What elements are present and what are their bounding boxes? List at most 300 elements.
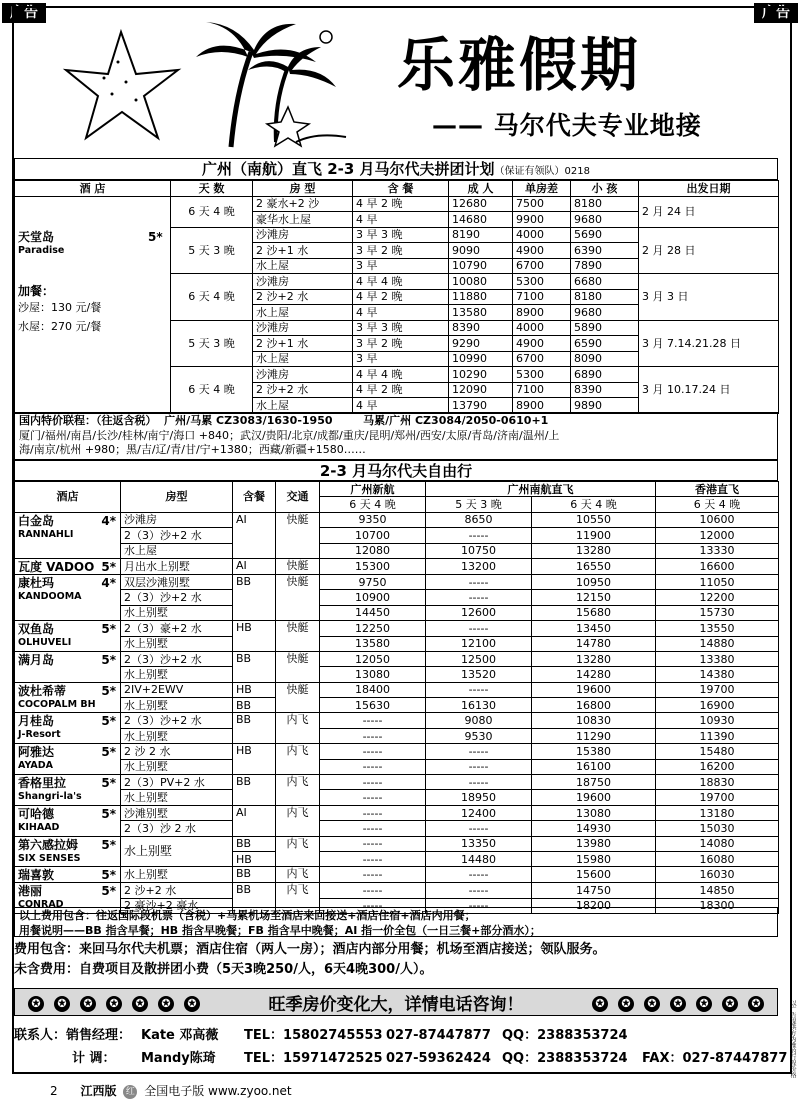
free-row xyxy=(15,682,779,697)
free-price-cell: 14850 xyxy=(656,883,779,898)
free-hotel-cell xyxy=(15,621,121,652)
free-room-cell: 2 豪沙+2 豪水 xyxy=(121,898,233,913)
free-price-cell: 10950 xyxy=(532,574,656,589)
group-cell: 8190 xyxy=(449,227,513,243)
free-price-cell: 13350 xyxy=(426,836,532,851)
free-price-cell: 18200 xyxy=(532,898,656,913)
free-hotel-name: 瓦度 VADOO 5* xyxy=(18,559,116,574)
star-row-left: ✪ ✪ ✪ ✪ ✪ ✪ ✪ xyxy=(23,992,205,1012)
free-header-hk: 香港直飞 xyxy=(656,482,779,497)
free-price-cell: 19600 xyxy=(532,790,656,805)
free-hotel-cell xyxy=(15,744,121,775)
free-hotel-cell xyxy=(15,775,121,806)
free-price-cell: 16600 xyxy=(656,558,779,574)
free-meal-cell: AI xyxy=(233,805,276,836)
group-cell: 4000 xyxy=(513,320,571,336)
group-cell: 7100 xyxy=(513,382,571,398)
inquiry-banner xyxy=(14,988,778,1016)
free-hotel-name: 第六感拉姆 5* xyxy=(18,837,116,852)
free-price-cell: ----- xyxy=(320,775,426,790)
free-price-cell: 12400 xyxy=(426,805,532,820)
contact-row-2: 计 调： Mandy陈琦 TEL：15971472525 027-59362424 QQ：2388353724 FAX：027-87447877 xyxy=(72,1051,788,1066)
free-price-cell: 16200 xyxy=(656,759,779,774)
group-cell: 9890 xyxy=(571,398,639,414)
free-meal-cell: HB xyxy=(233,682,276,697)
free-meal-cell: AI xyxy=(233,512,276,558)
free-price-cell: 16030 xyxy=(656,867,779,883)
free-price-cell: 11390 xyxy=(656,728,779,743)
free-price-cell: ----- xyxy=(426,775,532,790)
free-price-cell: 18750 xyxy=(532,775,656,790)
free-subheader-cell: 5 天 3 晚 xyxy=(426,497,532,512)
group-cell: 7100 xyxy=(513,289,571,305)
hotel-en: Paradise xyxy=(18,244,65,256)
group-header-cell: 天 数 xyxy=(171,181,253,197)
group-header-cell: 成 人 xyxy=(449,181,513,197)
free-transfer-cell: 快艇 xyxy=(276,558,320,574)
free-price-cell: 11900 xyxy=(532,528,656,543)
free-room-cell: 沙滩房 xyxy=(121,512,233,527)
group-cell: 3 早 2 晚 xyxy=(353,243,449,259)
free-hotel-cell xyxy=(15,574,121,620)
free-price-cell: 16900 xyxy=(656,698,779,713)
free-meal-cell: HB xyxy=(233,744,276,775)
free-room-cell: 水上别墅 xyxy=(121,667,233,682)
free-price-cell: ----- xyxy=(426,682,532,697)
free-meal-cell: BB xyxy=(233,775,276,806)
free-hotel-name: 可哈德 5* xyxy=(18,806,116,821)
group-header-cell: 酒 店 xyxy=(15,181,171,197)
free-price-cell: 13580 xyxy=(320,636,426,651)
group-cell: 10990 xyxy=(449,351,513,367)
free-transfer-cell: 快艇 xyxy=(276,651,320,682)
free-price-cell: 12500 xyxy=(426,651,532,666)
free-price-cell: 16130 xyxy=(426,698,532,713)
free-price-cell: 11290 xyxy=(532,728,656,743)
group-days-cell: 6 天 4 晚 xyxy=(171,196,253,227)
free-transfer-cell: 快艇 xyxy=(276,682,320,713)
free-price-cell: ----- xyxy=(426,590,532,605)
free-price-cell: 15730 xyxy=(656,605,779,620)
group-cell: 9900 xyxy=(513,212,571,228)
free-header-gz-cz: 广州南航直飞 xyxy=(426,482,656,497)
group-cell: 2 沙+2 水 xyxy=(253,382,353,398)
free-transfer-cell: 内飞 xyxy=(276,883,320,914)
group-cell: 3 早 2 晚 xyxy=(353,336,449,352)
group-cell: 2 沙+1 水 xyxy=(253,243,353,259)
group-cell: 2 沙+1 水 xyxy=(253,336,353,352)
group-cell: 6890 xyxy=(571,367,639,383)
free-room-cell: 2（3）沙+2 水 xyxy=(121,651,233,666)
free-price-cell: 13080 xyxy=(320,667,426,682)
free-meal-cell: BB xyxy=(233,698,276,713)
ad-tag-right: 广告 xyxy=(754,3,798,23)
group-header-cell: 小 孩 xyxy=(571,181,639,197)
free-row xyxy=(15,744,779,759)
free-price-cell: 14280 xyxy=(532,667,656,682)
group-cell: 7500 xyxy=(513,196,571,212)
free-price-cell: 10930 xyxy=(656,713,779,728)
free-row xyxy=(15,605,779,620)
free-row xyxy=(15,651,779,666)
free-room-cell: 2IV+2EWV xyxy=(121,682,233,697)
free-price-cell: ----- xyxy=(426,867,532,883)
group-cell: 4 早 4 晚 xyxy=(353,367,449,383)
free-price-cell: 16550 xyxy=(532,558,656,574)
free-price-cell: 14080 xyxy=(656,836,779,851)
free-row xyxy=(15,543,779,558)
group-cell: 6590 xyxy=(571,336,639,352)
free-price-cell: 19700 xyxy=(656,682,779,697)
group-cell: 4 早 xyxy=(353,212,449,228)
group-cell: 9090 xyxy=(449,243,513,259)
free-price-cell: 9080 xyxy=(426,713,532,728)
group-cell: 水上屋 xyxy=(253,398,353,414)
free-transfer-cell: 快艇 xyxy=(276,512,320,558)
brand-title: 乐雅假期 xyxy=(397,31,642,99)
free-row xyxy=(15,836,779,851)
free-meal-cell: AI xyxy=(233,558,276,574)
free-room-cell: 水上别墅 xyxy=(121,636,233,651)
banner-text: 旺季房价变化大，详情电话咨询！ xyxy=(268,994,524,1015)
free-price-cell: ----- xyxy=(320,790,426,805)
free-hotel-name: 瑞喜敦 5* xyxy=(18,868,116,883)
free-hotel-cell xyxy=(15,836,121,867)
group-cell: 9680 xyxy=(571,305,639,321)
free-price-cell: 11050 xyxy=(656,574,779,589)
free-row xyxy=(15,558,779,574)
group-cell: 13790 xyxy=(449,398,513,414)
group-cell: 10790 xyxy=(449,258,513,274)
free-price-cell: 13980 xyxy=(532,836,656,851)
free-price-cell: 13180 xyxy=(656,805,779,820)
free-hotel-name: 满月岛 5* xyxy=(18,652,116,667)
free-price-cell: 16100 xyxy=(532,759,656,774)
free-room-cell: 水上屋 xyxy=(121,543,233,558)
free-transfer-cell: 内飞 xyxy=(276,805,320,836)
free-subheader-cell: 6 天 4 晚 xyxy=(532,497,656,512)
free-row xyxy=(15,590,779,605)
group-cell: 9680 xyxy=(571,212,639,228)
free-subheader-cell: 6 天 4 晚 xyxy=(320,497,426,512)
side-note: 以广告提供方为准的行程价格 xyxy=(789,1000,796,1078)
free-row xyxy=(15,698,779,713)
free-hotel-name: 白金岛 4* xyxy=(18,513,116,528)
free-price-cell: 13550 xyxy=(656,621,779,636)
free-price-cell: 13380 xyxy=(656,651,779,666)
free-price-cell: ----- xyxy=(320,744,426,759)
free-price-cell: ----- xyxy=(320,821,426,836)
group-cell: 8180 xyxy=(571,289,639,305)
free-hotel-name: 阿雅达 5* xyxy=(18,745,116,760)
free-row xyxy=(15,621,779,636)
free-price-cell: 14780 xyxy=(532,636,656,651)
free-hotel-cell xyxy=(15,867,121,883)
group-cell: 10080 xyxy=(449,274,513,290)
addon-water: 水屋：270 元/餐 xyxy=(18,319,102,333)
free-price-cell: 12150 xyxy=(532,590,656,605)
free-header-meal: 含餐 xyxy=(233,482,276,513)
group-cell: 12680 xyxy=(449,196,513,212)
free-row xyxy=(15,867,779,883)
group-cell: 6700 xyxy=(513,351,571,367)
free-hotel-en: Shangri-la's xyxy=(18,791,82,803)
group-cell: 4900 xyxy=(513,243,571,259)
free-hotel-en: AYADA xyxy=(18,760,54,772)
free-meal-cell: HB xyxy=(233,621,276,652)
free-price-cell: 9750 xyxy=(320,574,426,589)
group-cell: 4000 xyxy=(513,227,571,243)
free-price-cell: 15300 xyxy=(320,558,426,574)
free-price-cell: 16080 xyxy=(656,851,779,866)
free-room-cell: 2 沙 2 水 xyxy=(121,744,233,759)
free-price-cell: 14480 xyxy=(426,851,532,866)
free-price-cell: ----- xyxy=(426,528,532,543)
free-hotel-cell xyxy=(15,512,121,558)
group-cell: 3 早 xyxy=(353,258,449,274)
free-price-cell: ----- xyxy=(320,836,426,851)
group-cell: 4 早 2 晚 xyxy=(353,289,449,305)
free-price-cell: ----- xyxy=(426,574,532,589)
free-transfer-cell: 快艇 xyxy=(276,574,320,620)
free-price-cell: 15480 xyxy=(656,744,779,759)
free-price-cell: 12250 xyxy=(320,621,426,636)
addon-sand: 沙屋：130 元/餐 xyxy=(18,300,102,314)
group-cell: 8390 xyxy=(571,382,639,398)
fee-include: 费用包含：来回马尔代夫机票；酒店住宿（两人一房）；酒店内部分用餐；机场至酒店接送；领队服务。 xyxy=(14,942,606,957)
group-cell: 3 早 3 晚 xyxy=(353,227,449,243)
free-price-cell: 15680 xyxy=(532,605,656,620)
group-days-cell: 6 天 4 晚 xyxy=(171,274,253,321)
group-date-cell: 3 月 3 日 xyxy=(639,274,779,321)
free-price-cell: 12080 xyxy=(320,543,426,558)
free-meal-cell: BB xyxy=(233,867,276,883)
free-hotel-cell xyxy=(15,651,121,682)
group-cell: 9290 xyxy=(449,336,513,352)
group-cell: 3 早 3 晚 xyxy=(353,320,449,336)
free-room-cell: 水上别墅 xyxy=(121,759,233,774)
free-hotel-name: 波杜希蒂 5* xyxy=(18,683,116,698)
free-hotel-en: COCOPALM BH xyxy=(18,698,96,710)
free-price-cell: 8650 xyxy=(426,512,532,527)
free-room-cell: 2（3）沙 2 水 xyxy=(121,821,233,836)
free-price-cell: 15380 xyxy=(532,744,656,759)
free-price-cell: 14750 xyxy=(532,883,656,898)
free-room-cell: 双层沙滩别墅 xyxy=(121,574,233,589)
free-price-cell: ----- xyxy=(320,898,426,913)
free-price-cell: 14930 xyxy=(532,821,656,836)
group-cell: 沙滩房 xyxy=(253,274,353,290)
free-hotel-en: KIHAAD xyxy=(18,821,60,833)
free-price-cell: ----- xyxy=(320,867,426,883)
group-hotel-cell xyxy=(15,196,171,413)
group-cell: 2 豪水+2 沙 xyxy=(253,196,353,212)
free-room-cell: 2（3）沙+2 水 xyxy=(121,528,233,543)
free-price-cell: 16800 xyxy=(532,698,656,713)
free-price-cell: 9350 xyxy=(320,512,426,527)
group-row xyxy=(15,196,779,212)
free-price-cell: 18950 xyxy=(426,790,532,805)
free-row xyxy=(15,728,779,743)
free-price-cell: ----- xyxy=(426,621,532,636)
free-hotel-cell xyxy=(15,682,121,713)
free-price-cell: 13520 xyxy=(426,667,532,682)
free-price-cell: ----- xyxy=(320,805,426,820)
free-subheader-cell: 6 天 4 晚 xyxy=(656,497,779,512)
free-price-cell: 15600 xyxy=(532,867,656,883)
free-row xyxy=(15,713,779,728)
free-price-cell: ----- xyxy=(320,759,426,774)
free-meal-cell: HB xyxy=(233,851,276,866)
free-price-cell: ----- xyxy=(320,851,426,866)
free-price-cell: 10600 xyxy=(656,512,779,527)
free-price-cell: 14380 xyxy=(656,667,779,682)
group-date-cell: 2 月 28 日 xyxy=(639,227,779,274)
starfish-palm-illustration xyxy=(26,12,356,152)
free-meal-cell: BB xyxy=(233,713,276,744)
zyoo-logo-icon: 红 xyxy=(123,1085,137,1099)
group-cell: 4 早 4 晚 xyxy=(353,274,449,290)
free-row xyxy=(15,821,779,836)
free-row xyxy=(15,512,779,527)
group-cell: 13580 xyxy=(449,305,513,321)
free-room-cell: 水上别墅 xyxy=(121,836,233,867)
group-days-cell: 6 天 4 晚 xyxy=(171,367,253,414)
group-cell: 12090 xyxy=(449,382,513,398)
free-row xyxy=(15,636,779,651)
free-transfer-cell: 内飞 xyxy=(276,713,320,744)
free-price-cell: 13450 xyxy=(532,621,656,636)
group-header-row xyxy=(15,181,779,197)
free-hotel-en: SIX SENSES xyxy=(18,852,81,864)
group-cell: 14680 xyxy=(449,212,513,228)
group-cell: 6390 xyxy=(571,243,639,259)
group-days-cell: 5 天 3 晚 xyxy=(171,320,253,367)
group-date-cell: 2 月 24 日 xyxy=(639,196,779,227)
free-transfer-cell: 内飞 xyxy=(276,775,320,806)
free-room-cell: 2（3）沙+2 水 xyxy=(121,590,233,605)
free-price-cell: 12200 xyxy=(656,590,779,605)
free-price-cell: 13330 xyxy=(656,543,779,558)
group-cell: 水上屋 xyxy=(253,305,353,321)
group-cell: 10290 xyxy=(449,367,513,383)
free-price-cell: 19700 xyxy=(656,790,779,805)
free-meal-cell: BB xyxy=(233,651,276,682)
free-price-cell: 13280 xyxy=(532,651,656,666)
free-header-hotel: 酒店 xyxy=(15,482,121,513)
free-price-cell: ----- xyxy=(426,883,532,898)
free-hotel-name: 康杜玛 4* xyxy=(18,575,116,590)
free-transfer-cell: 内飞 xyxy=(276,836,320,867)
free-room-cell: 月出水上别墅 xyxy=(121,558,233,574)
free-transfer-cell: 内飞 xyxy=(276,744,320,775)
group-cell: 6680 xyxy=(571,274,639,290)
free-row xyxy=(15,667,779,682)
free-row xyxy=(15,775,779,790)
group-cell: 3 早 xyxy=(353,351,449,367)
group-cell: 水上屋 xyxy=(253,258,353,274)
group-cell: 5690 xyxy=(571,227,639,243)
group-cell: 豪华水上屋 xyxy=(253,212,353,228)
free-price-cell: 10900 xyxy=(320,590,426,605)
header xyxy=(12,6,792,154)
free-hotel-cell xyxy=(15,558,121,574)
fee-exclude: 未含费用：自费项目及散拼团小费（5天3晚250/人，6天4晚300/人）。 xyxy=(14,962,433,977)
free-travel-title: 2-3 月马尔代夫自由行 xyxy=(14,460,778,481)
group-cell: 5890 xyxy=(571,320,639,336)
free-transfer-cell: 快艇 xyxy=(276,621,320,652)
group-date-cell: 3 月 10.17.24 日 xyxy=(639,367,779,414)
free-room-cell: 沙滩别墅 xyxy=(121,805,233,820)
free-meal-cell: BB xyxy=(233,836,276,851)
group-cell: 水上屋 xyxy=(253,351,353,367)
free-price-cell: 15630 xyxy=(320,698,426,713)
free-row xyxy=(15,883,779,898)
group-cell: 4 早 xyxy=(353,398,449,414)
group-header-cell: 含 餐 xyxy=(353,181,449,197)
free-room-cell: 水上别墅 xyxy=(121,790,233,805)
free-price-cell: 9530 xyxy=(426,728,532,743)
free-price-cell: 15030 xyxy=(656,821,779,836)
group-cell: 11880 xyxy=(449,289,513,305)
group-cell: 沙滩房 xyxy=(253,227,353,243)
star-row-right: ✪ ✪ ✪ ✪ ✪ ✪ ✪ xyxy=(587,992,769,1012)
group-cell: 2 沙+2 水 xyxy=(253,289,353,305)
hotel-name: 天堂岛 5* xyxy=(18,229,163,244)
free-row xyxy=(15,805,779,820)
group-header-cell: 房 型 xyxy=(253,181,353,197)
free-price-cell: ----- xyxy=(426,821,532,836)
free-meal-cell: BB xyxy=(233,883,276,914)
free-price-cell: ----- xyxy=(320,728,426,743)
free-price-cell: 12050 xyxy=(320,651,426,666)
free-hotel-en: CONRAD xyxy=(18,899,64,911)
free-hotel-en: OLHUVELI xyxy=(18,637,72,649)
free-row xyxy=(15,759,779,774)
free-header-row xyxy=(15,482,779,497)
free-room-cell: 水上别墅 xyxy=(121,605,233,620)
group-cell: 8390 xyxy=(449,320,513,336)
free-price-cell: ----- xyxy=(320,883,426,898)
group-cell: 4 早 2 晚 xyxy=(353,196,449,212)
free-room-cell: 水上别墅 xyxy=(121,698,233,713)
group-cell: 4900 xyxy=(513,336,571,352)
group-cell: 4 早 xyxy=(353,305,449,321)
free-price-cell: 14450 xyxy=(320,605,426,620)
group-cell: 4 早 2 晚 xyxy=(353,382,449,398)
free-price-cell: 10750 xyxy=(426,543,532,558)
free-hotel-name: 港丽 5* xyxy=(18,884,116,899)
domestic-connection-box: 国内特价联程：（往返含税） 广州/马累 CZ3083/1630-1950 马累/广州 CZ3084/2050-0610+1 厦门/福州/南昌/长沙/桂林/南宁/海口 +840；武汉/贵阳/北京/成都/重庆/昆明/郑州/西安/太原/青岛/济南/温州/上 海/南京/杭州 +980；黑/吉/辽/青/甘/宁+1380；西藏/新疆+1580…… xyxy=(14,412,778,460)
free-price-cell: 13280 xyxy=(532,543,656,558)
group-header-cell: 单房差 xyxy=(513,181,571,197)
free-hotel-en: J-Resort xyxy=(18,729,61,741)
free-price-cell: 19600 xyxy=(532,682,656,697)
group-cell: 7890 xyxy=(571,258,639,274)
free-hotel-name: 双鱼岛 5* xyxy=(18,622,116,637)
brand-subtitle: —— 马尔代夫专业地接 xyxy=(432,111,702,140)
price-includes-note: 以上费用包含：往返国际段机票（含税）+马累机场至酒店来回接送+酒店住宿+酒店内用餐； 用餐说明——BB 指含早餐；HB 指含早晚餐；FB 指含早中晚餐；AI 指一价全包（一日三餐+部分酒水）； xyxy=(14,907,778,937)
free-row xyxy=(15,528,779,543)
free-price-cell: 18400 xyxy=(320,682,426,697)
page-footer: 2 江西版 红 全国电子版 www.zyoo.net xyxy=(50,1084,292,1098)
free-price-cell: 14880 xyxy=(656,636,779,651)
free-hotel-en: RANNAHLI xyxy=(18,528,74,540)
free-price-cell: 10550 xyxy=(532,512,656,527)
free-hotel-name: 月桂岛 5* xyxy=(18,714,116,729)
free-transfer-cell: 内飞 xyxy=(276,867,320,883)
free-header-transfer: 交通 xyxy=(276,482,320,513)
